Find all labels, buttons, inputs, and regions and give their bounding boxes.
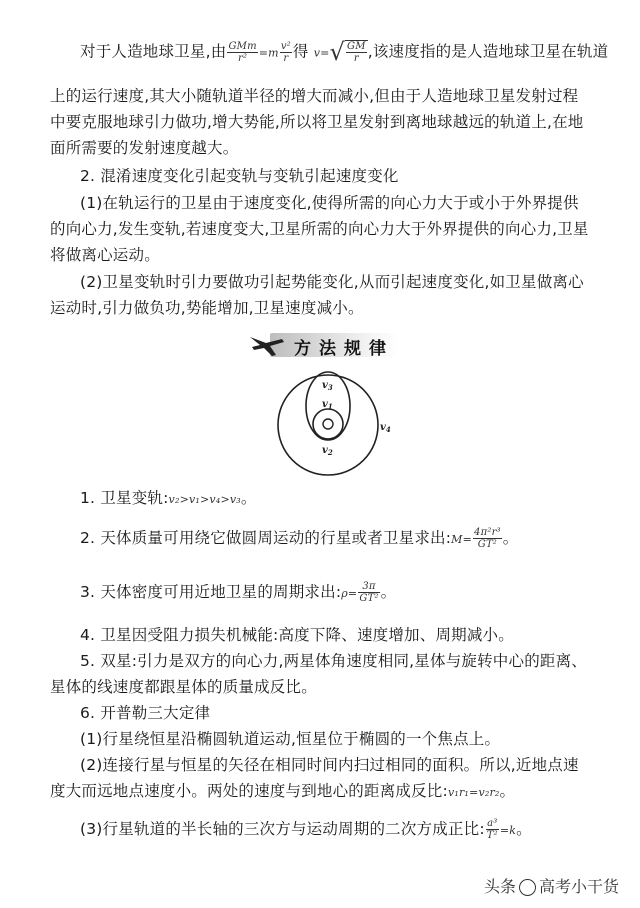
inner-orbit [313,409,343,439]
math-eq: =m [258,46,279,60]
section-2-p1-line-3: 将做离心运动。 [50,246,160,264]
rule-4: 4. 卫星因受阻力损失机械能:高度下降、速度增加、周期减小。 [80,626,514,644]
paragraph-1-line-4: 面所需要的发射速度越大。 [50,139,239,157]
at-icon [519,879,536,896]
rule-2 [80,527,518,550]
rule-5-line-2: 星体的线速度都跟星体的质量成反比。 [50,678,317,696]
rule-1 [80,488,257,510]
section-2-p1-line-2: 的向心力,发生变轨,若速度变大,卫星所需的向心力大于外界提供的向心力,卫星 [50,220,589,238]
rule-6-2-line-1: (2)连接行星与恒星的矢径在相同时间内扫过相同的面积。所以,近地点速 [80,756,579,774]
frac-num: 4π²r³ [474,527,501,538]
label-v3: $v_3$ [322,380,333,392]
frac-den: GT² [477,539,498,550]
text: 2. 天体质量可用绕它做圆周运动的行星或者卫星求出: [80,529,452,547]
math-k: =k [499,824,517,837]
paragraph-1-line-2: 上的运行速度,其大小随轨道半径的增大而减小,但由于人造地球卫星发射过程 [50,87,579,105]
math-rho: ρ= [341,587,358,600]
math-m: M= [451,533,473,546]
text: 对于人造地球卫星,由 [80,42,227,61]
frac-num: a³ [487,818,498,829]
fraction-v2-r [280,41,292,64]
frac-num: v² [280,40,291,52]
text: (3)行星轨道的半长轴的三次方与运动周期的二次方成正比: [80,820,485,838]
math-v: v= [313,46,330,60]
rule-5-line-1: 5. 双星:引力是双方的向心力,两星体角速度相同,星体与旋转中心的距离、 [80,652,587,670]
frac-num: GM [347,41,366,52]
text: 3. 天体密度可用近地卫星的周期求出: [80,583,342,601]
rule-6-2-line-2 [50,781,515,803]
method-banner [248,331,398,359]
frac-num: GMm [228,40,257,52]
frac-den: r² [237,52,248,64]
earth-circle [323,419,333,429]
section-2-p2-line-2: 运动时,引力做负功,势能增加,卫星速度减小。 [50,299,364,317]
frac-den: r [283,52,289,64]
orbit-diagram [270,366,410,476]
watermark-name: 高考小干货 [539,877,620,896]
watermark-prefix: 头条 [484,877,517,896]
text: 。 [240,489,257,507]
sqrt-gm-r: √ $\frac{GM}{r}$ [329,38,366,66]
frac-den: r [353,53,359,64]
text: ,该速度指的是人造地球卫星在轨道 [367,42,609,61]
text: 。 [516,820,532,838]
fraction-gmm-r2 [227,41,257,64]
paragraph-1-line-1 [80,40,608,64]
rule-3 [80,581,396,604]
section-2-p2-line-1: (2)卫星变轨时引力要做功引起势能变化,从而引起速度变化,如卫星做离心 [80,273,584,291]
frac-den: T² [486,830,498,841]
fraction-mass [473,527,502,550]
text: 。 [499,782,516,800]
fraction-density [358,581,379,604]
frac-num: 3π [358,581,379,593]
fraction-kepler [486,818,499,841]
math-formula: v₁r₁=v₂r₂ [447,786,500,799]
label-v2: $v_2$ [322,445,333,457]
banner-title: 方法规律 [294,339,394,359]
text: 度大而远地点速度小。两处的速度与到地心的距离成反比: [50,782,448,800]
frac-den: GT² [359,593,379,604]
text: 1. 卫星变轨: [80,489,169,507]
label-v4: $v_4$ [380,422,391,434]
rule-6-3 [80,818,532,841]
section-2-heading: 2. 混淆速度变化引起变轨与变轨引起速度变化 [80,167,399,185]
text: 。 [380,583,397,601]
plane-icon [248,331,288,359]
text: 。 [502,529,519,547]
label-v1: $v_1$ [322,399,333,411]
rule-6-1: (1)行星绕恒星沿椭圆轨道运动,恒星位于椭圆的一个焦点上。 [80,730,501,748]
text: 得 [292,42,314,61]
rule-6-heading: 6. 开普勒三大定律 [80,704,211,722]
watermark [484,874,619,897]
section-2-p1-line-1: (1)在轨运行的卫星由于速度变化,使得所需的向心力大于或小于外界提供 [80,194,579,212]
paragraph-1-line-3: 中要克服地球引力做功,增大势能,所以将卫星发射到离地球越远的轨道上,在地 [50,113,584,131]
math-formula: v₂>v₁>v₄>v₃ [168,493,241,506]
